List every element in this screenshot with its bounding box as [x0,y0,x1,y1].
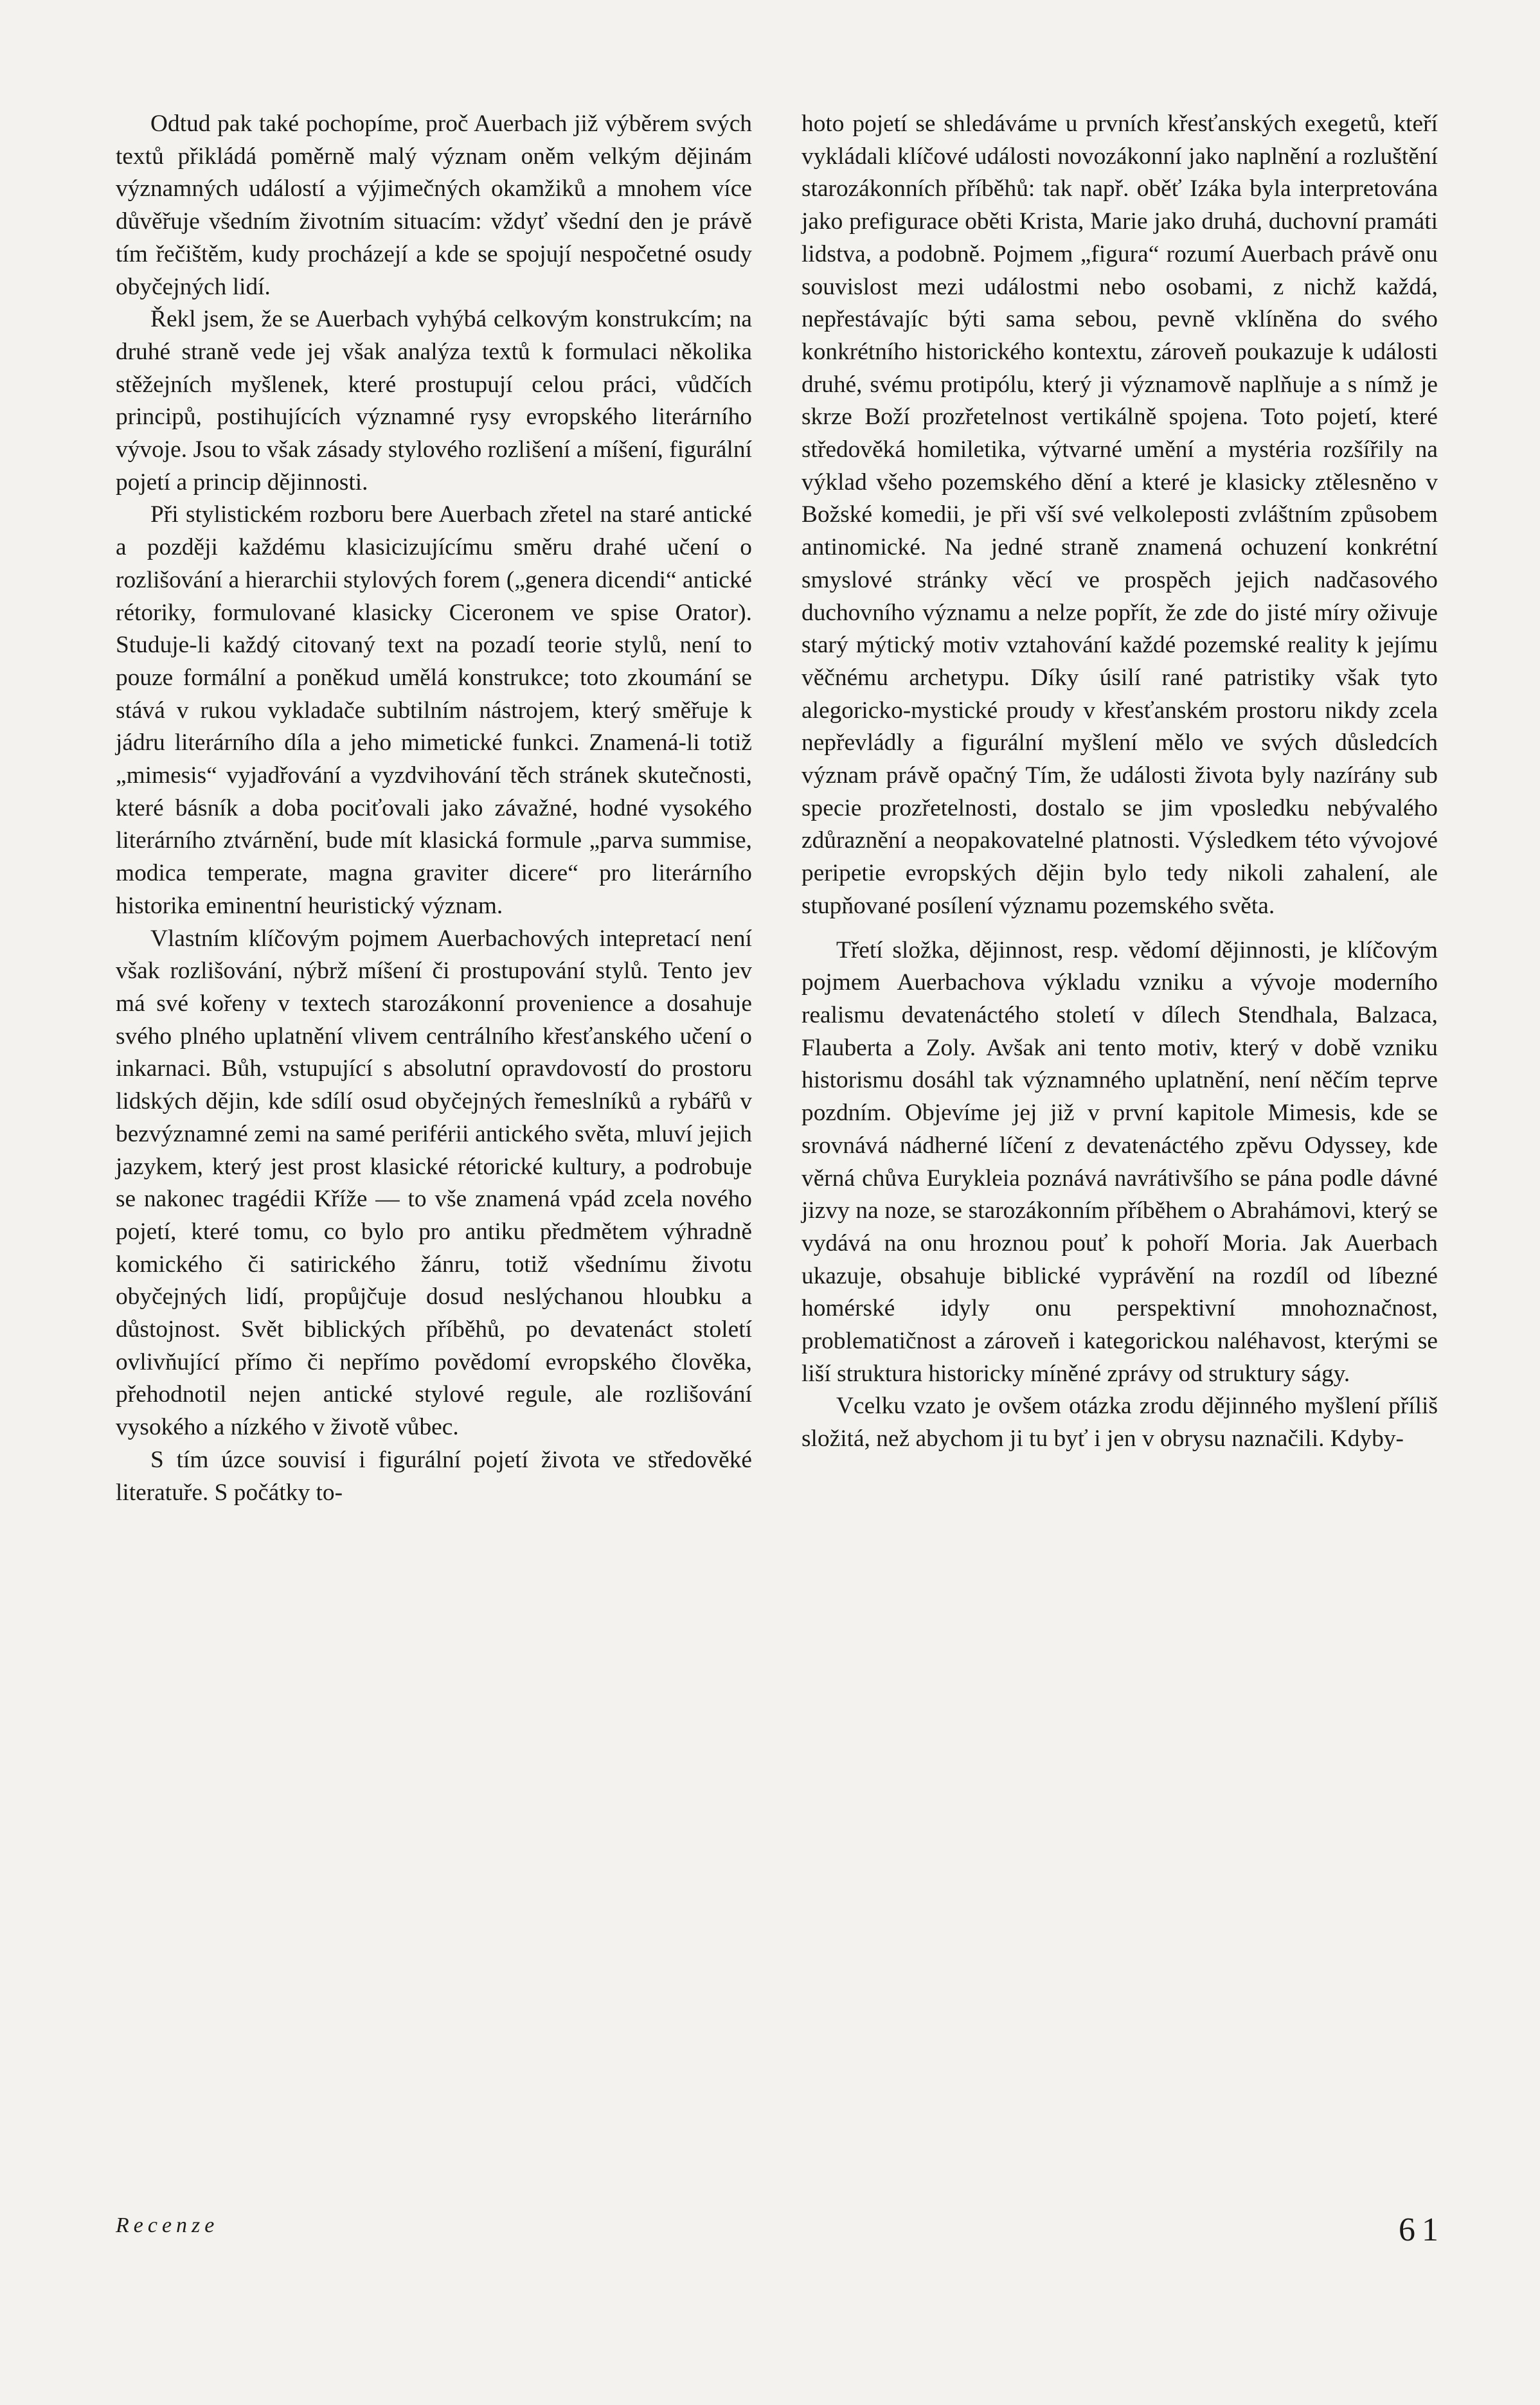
left-column [116,108,752,1509]
page-number: 61 [1399,2212,1445,2248]
paragraph: Třetí složka, dějinnost, resp. vědomí dějinnosti, je klíčovým pojmem Auerbachova výkladu vzniku a vývoje moderního realismu devatenáctého století v dílech Stendhala, Balzaca, Flauberta a Zoly. Avšak ani tento motiv, který v době vzniku historismu dosáhl tak významného uplatnění, není něčím teprve pozdním. Objevíme jej již v první kapitole Mimesis, kde se srovnává nádherné líčení z devatenáctého zpěvu Odyssey, kde věrná chůva Eurykleia poznává navrátivšího se pána podle dávné jizvy na noze, se starozákonním příběhem o Abrahámovi, který se vydává na onu hroznou pouť k pohoří Moria. Jak Auerbach ukazuje, obsahuje biblické vyprávění na rozdíl od líbezné homérské idyly onu perspektivní mnohoznačnost, problematičnost a zároveň i kategorickou naléhavost, kterými se liší struktura historicky míněné zprávy od struktury ságy. [801,936,1438,1387]
right-column [801,108,1438,1456]
paragraph: Řekl jsem, že se Auerbach vyhýbá celkovým konstrukcím; na druhé straně vede jej však analýza textů k formulaci několika stěžejních myšlenek, které prostupují celou práci, vůdčích principů, postihujících významné rysy evropského literárního vývoje. Jsou to však zásady stylového rozlišení a míšení, figurální pojetí a princip dějinnosti. [116,306,752,496]
paragraph: Odtud pak také pochopíme, proč Auerbach již výběrem svých textů přikládá poměrně malý význam oněm velkým dějinám významných událostí a výjimečných okamžiků a mnohem více důvěřuje všedním životním situacím: vždyť všední den je právě tím řečištěm, kudy procházejí a kde se spojují nespočetné osudy obyčejných lidí. [116,111,752,300]
paragraph: Vcelku vzato je ovšem otázka zrodu dějinného myšlení příliš složitá, než abychom ji tu byť i jen v obrysu naznačili. Kdyby- [801,1393,1438,1453]
paragraph-continued: hoto pojetí se shledáváme u prvních křesťanských exegetů, kteří vykládali klíčové události novozákonní jako naplnění a rozluštění starozákonních příběhů: tak např. oběť Izáka byla interpretována jako prefigurace oběti Krista, Marie jako druhá, duchovní pramáti lidstva, a podobně. Pojmem „figura“ rozumí Auerbach právě onu souvislost mezi událostmi nebo osobami, z nichž každá, nepřestávajíc býti sama sebou, pevně vklíněna do svého konkrétního historického kontextu, zároveň poukazuje k události druhé, svému protipólu, který ji významově naplňuje a s nímž je skrze Boží prozřetelnost vertikálně spojena. Toto pojetí, které středověká homiletika, výtvarné umění a mystéria rozšířily na výklad všeho pozemského dění a které je klasicky ztělesněno v Božské komedii, je při vší své velkoleposti zvláštním způsobem antinomické. Na jedné straně znamená ochuzení konkrétní smyslové stránky věcí ve prospěch jejich nadčasového duchovního významu a nelze popřít, že zde do jisté míry oživuje starý mýtický motiv vztahování každé pozemské reality k jejímu věčnému archetypu. Díky úsilí rané patristiky však tyto alegoricko-mystické proudy v křesťanském prostoru nikdy zcela nepřevládly a figurální myšlení mělo ve svých důsledcích význam právě opačný Tím, že události života byly nazírány sub specie prozřetelnosti, dostalo se jim vposledku nebývalého zdůraznění a neopakovatelné platnosti. Výsledkem této vývojové peripetie evropských dějin bylo tedy nikoli zahalení, ale stupňované posílení významu pozemského světa. [801,111,1438,919]
section-label: Recenze [116,2213,219,2237]
page-footer [116,2211,1445,2249]
paragraph: Vlastním klíčovým pojmem Auerbachových intepretací není však rozlišování, nýbrž míšení či prostupování stylů. Tento jev má své kořeny v textech starozákonní provenience a dosahuje svého plného uplatnění vlivem centrálního křesťanského učení o inkarnaci. Bůh, vstupující s absolutní opravdovostí do prostoru lidských dějin, kde sdílí osud obyčejných řemeslníků a rybářů v bezvýznamné zemi na samé periférii antického světa, mluví jejich jazykem, který jest prost klasické rétorické kultury, a podrobuje se nakonec tragédii Kříže — to vše znamená vpád zcela nového pojetí, které tomu, co bylo pro antiku předmětem výhradně komického či satirického žánru, totiž všednímu životu obyčejných lidí, propůjčuje dosud neslýchanou hloubku a důstojnost. Svět biblických příběhů, po devatenáct století ovlivňující přímo či nepřímo povědomí evropského člověka, přehodnotil nejen antické stylové regule, ale rozlišování vysokého a nízkého v životě vůbec. [116,925,752,1441]
paragraph: Při stylistickém rozboru bere Auerbach zřetel na staré antické a později každému klasicizujícímu směru drahé učení o rozlišování a hierarchii stylových forem („genera dicendi“ antické rétoriky, formulované klasicky Ciceronem ve spise Orator). Studuje-li každý citovaný text na pozadí teorie stylů, není to pouze formální a poněkud umělá konstrukce; toto zkoumání se stává v rukou vykladače subtilním nástrojem, který směřuje k jádru literárního díla a jeho mimetické funkci. Znamená-li totiž „mimesis“ vyjadřování a vyzdvihování těch stránek skutečnosti, které básník a doba pociťovali jako závažné, hodné vysokého literárního ztvárnění, bude mít klasická formule „parva summise, modica temperate, magna graviter dicere“ pro literárního historika eminentní heuristický význam. [116,501,752,919]
paragraph: S tím úzce souvisí i figurální pojetí života ve středověké literatuře. S počátky to- [116,1446,752,1506]
